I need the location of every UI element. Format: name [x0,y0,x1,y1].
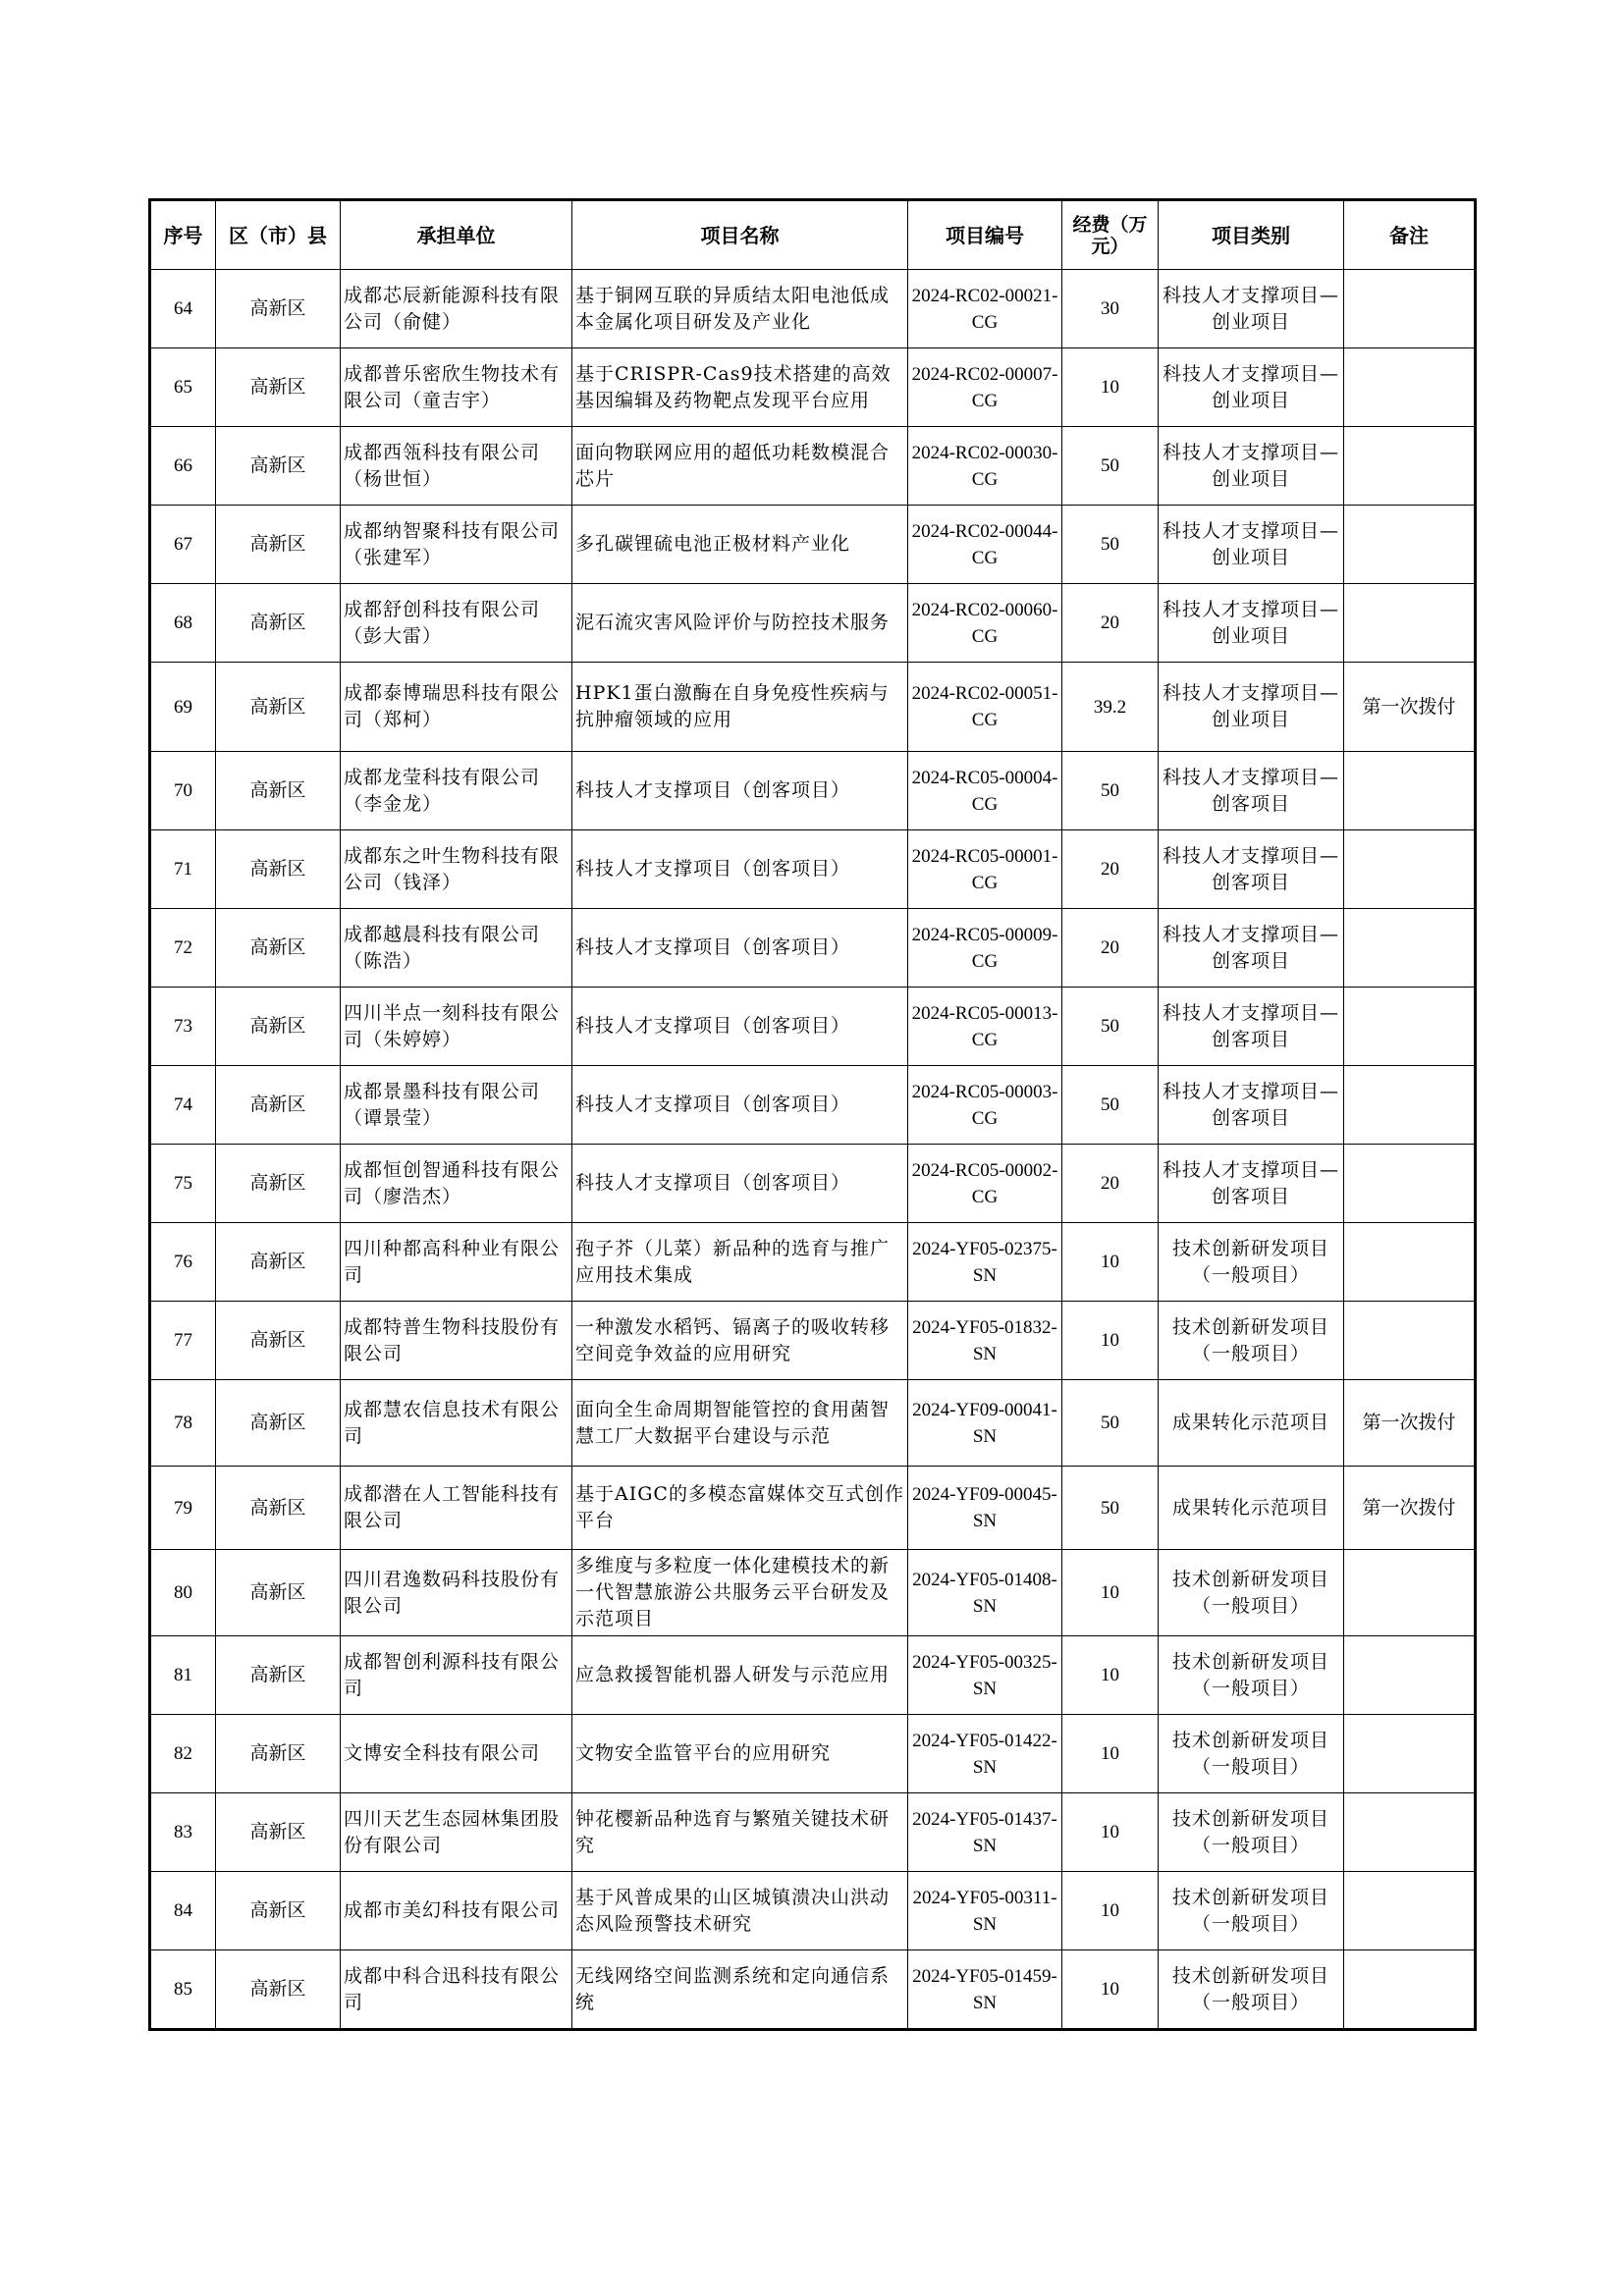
cell-project-name: 泥石流灾害风险评价与防控技术服务 [572,584,908,663]
cell-fund: 30 [1062,270,1159,348]
table-row [150,348,1476,427]
header-code: 项目编号 [908,200,1062,270]
cell-project-name: 无线网络空间监测系统和定向通信系统 [572,1950,908,2030]
cell-seq: 66 [150,427,216,506]
cell-unit: 成都芯辰新能源科技有限公司（俞健） [341,270,572,348]
cell-seq: 64 [150,270,216,348]
cell-remark [1344,270,1476,348]
cell-district: 高新区 [216,1302,341,1380]
table-row [150,1145,1476,1223]
cell-unit: 成都中科合迅科技有限公司 [341,1950,572,2030]
cell-category: 技术创新研发项目（一般项目） [1159,1223,1344,1302]
cell-seq: 83 [150,1793,216,1872]
cell-project-code: 2024-RC05-00001-CG [908,830,1062,909]
cell-seq: 79 [150,1467,216,1550]
cell-remark [1344,1550,1476,1636]
cell-remark [1344,1223,1476,1302]
cell-district: 高新区 [216,663,341,752]
header-name: 项目名称 [572,200,908,270]
cell-seq: 71 [150,830,216,909]
cell-unit: 成都普乐密欣生物技术有限公司（童吉宇） [341,348,572,427]
header-category: 项目类别 [1159,200,1344,270]
cell-seq: 76 [150,1223,216,1302]
cell-district: 高新区 [216,988,341,1066]
cell-fund: 10 [1062,1872,1159,1950]
cell-project-name: 应急救援智能机器人研发与示范应用 [572,1636,908,1715]
table-row [150,1950,1476,2030]
cell-seq: 72 [150,909,216,988]
cell-project-code: 2024-YF05-02375-SN [908,1223,1062,1302]
cell-unit: 成都龙莹科技有限公司（李金龙） [341,752,572,830]
cell-remark [1344,1302,1476,1380]
cell-district: 高新区 [216,1793,341,1872]
cell-seq: 80 [150,1550,216,1636]
cell-project-name: 基于铜网互联的异质结太阳电池低成本金属化项目研发及产业化 [572,270,908,348]
cell-fund: 50 [1062,988,1159,1066]
cell-category: 科技人才支撑项目—创业项目 [1159,584,1344,663]
cell-category: 科技人才支撑项目—创客项目 [1159,988,1344,1066]
cell-project-code: 2024-RC02-00021-CG [908,270,1062,348]
cell-seq: 82 [150,1715,216,1793]
cell-unit: 四川半点一刻科技有限公司（朱婷婷） [341,988,572,1066]
cell-project-name: 多孔碳锂硫电池正极材料产业化 [572,506,908,584]
cell-unit: 成都潜在人工智能科技有限公司 [341,1467,572,1550]
cell-remark [1344,427,1476,506]
cell-remark [1344,988,1476,1066]
cell-district: 高新区 [216,830,341,909]
cell-project-code: 2024-YF05-01422-SN [908,1715,1062,1793]
cell-project-name: 基于AIGC的多模态富媒体交互式创作平台 [572,1467,908,1550]
cell-district: 高新区 [216,1550,341,1636]
cell-remark [1344,1715,1476,1793]
cell-remark: 第一次拨付 [1344,1467,1476,1550]
cell-category: 科技人才支撑项目—创业项目 [1159,427,1344,506]
cell-project-name: 面向全生命周期智能管控的食用菌智慧工厂大数据平台建设与示范 [572,1380,908,1467]
cell-district: 高新区 [216,270,341,348]
cell-unit: 四川种都高科种业有限公司 [341,1223,572,1302]
cell-fund: 50 [1062,427,1159,506]
cell-remark [1344,1145,1476,1223]
cell-unit: 成都景墨科技有限公司（谭景莹） [341,1066,572,1145]
table-row [150,909,1476,988]
cell-project-name: 文物安全监管平台的应用研究 [572,1715,908,1793]
cell-project-code: 2024-YF05-01459-SN [908,1950,1062,2030]
cell-fund: 50 [1062,1380,1159,1467]
cell-fund: 10 [1062,1793,1159,1872]
cell-district: 高新区 [216,584,341,663]
cell-remark: 第一次拨付 [1344,1380,1476,1467]
cell-project-name: 孢子芥（儿菜）新品种的选育与推广应用技术集成 [572,1223,908,1302]
cell-category: 技术创新研发项目（一般项目） [1159,1550,1344,1636]
cell-category: 技术创新研发项目（一般项目） [1159,1950,1344,2030]
cell-fund: 20 [1062,909,1159,988]
cell-project-code: 2024-YF05-00311-SN [908,1872,1062,1950]
cell-project-name: 基于风普成果的山区城镇溃决山洪动态风险预警技术研究 [572,1872,908,1950]
cell-project-code: 2024-YF05-01437-SN [908,1793,1062,1872]
cell-district: 高新区 [216,506,341,584]
cell-seq: 75 [150,1145,216,1223]
cell-remark: 第一次拨付 [1344,663,1476,752]
cell-remark [1344,1636,1476,1715]
cell-unit: 成都泰博瑞思科技有限公司（郑柯） [341,663,572,752]
cell-category: 科技人才支撑项目—创客项目 [1159,752,1344,830]
cell-fund: 20 [1062,584,1159,663]
cell-project-name: 钟花樱新品种选育与繁殖关键技术研究 [572,1793,908,1872]
table-row [150,1467,1476,1550]
cell-seq: 84 [150,1872,216,1950]
cell-seq: 81 [150,1636,216,1715]
table-row [150,506,1476,584]
cell-category: 技术创新研发项目（一般项目） [1159,1715,1344,1793]
cell-category: 科技人才支撑项目—创业项目 [1159,348,1344,427]
table-row [150,427,1476,506]
table-row [150,1066,1476,1145]
cell-fund: 10 [1062,1950,1159,2030]
table-row [150,1872,1476,1950]
cell-unit: 成都西瓴科技有限公司（杨世恒） [341,427,572,506]
table-row [150,1223,1476,1302]
cell-remark [1344,506,1476,584]
cell-remark [1344,584,1476,663]
cell-project-name: 科技人才支撑项目（创客项目） [572,1066,908,1145]
cell-district: 高新区 [216,752,341,830]
cell-seq: 78 [150,1380,216,1467]
cell-project-code: 2024-RC05-00009-CG [908,909,1062,988]
cell-unit: 成都舒创科技有限公司（彭大雷） [341,584,572,663]
table-row [150,752,1476,830]
cell-unit: 成都纳智聚科技有限公司（张建军） [341,506,572,584]
cell-fund: 10 [1062,1636,1159,1715]
cell-project-code: 2024-RC05-00004-CG [908,752,1062,830]
cell-category: 技术创新研发项目（一般项目） [1159,1636,1344,1715]
cell-unit: 成都恒创智通科技有限公司（廖浩杰） [341,1145,572,1223]
cell-district: 高新区 [216,1223,341,1302]
table-body [150,270,1476,2030]
cell-category: 技术创新研发项目（一般项目） [1159,1302,1344,1380]
cell-category: 技术创新研发项目（一般项目） [1159,1793,1344,1872]
cell-project-code: 2024-RC02-00051-CG [908,663,1062,752]
cell-fund: 10 [1062,348,1159,427]
cell-project-name: HPK1蛋白激酶在自身免疫性疾病与抗肿瘤领域的应用 [572,663,908,752]
cell-unit: 文博安全科技有限公司 [341,1715,572,1793]
cell-seq: 68 [150,584,216,663]
cell-remark [1344,909,1476,988]
cell-unit: 成都东之叶生物科技有限公司（钱泽） [341,830,572,909]
header-remark: 备注 [1344,200,1476,270]
table-row [150,270,1476,348]
table-row [150,1715,1476,1793]
cell-fund: 10 [1062,1715,1159,1793]
header-fund: 经费（万元） [1062,200,1159,270]
cell-project-code: 2024-RC02-00044-CG [908,506,1062,584]
funding-table [148,198,1477,2031]
header-district: 区（市）县 [216,200,341,270]
header-unit: 承担单位 [341,200,572,270]
cell-project-name: 面向物联网应用的超低功耗数模混合芯片 [572,427,908,506]
cell-district: 高新区 [216,427,341,506]
cell-category: 技术创新研发项目（一般项目） [1159,1872,1344,1950]
cell-project-name: 科技人才支撑项目（创客项目） [572,909,908,988]
cell-fund: 10 [1062,1223,1159,1302]
cell-district: 高新区 [216,1145,341,1223]
cell-project-name: 科技人才支撑项目（创客项目） [572,1145,908,1223]
cell-project-name: 多维度与多粒度一体化建模技术的新一代智慧旅游公共服务云平台研发及示范项目 [572,1550,908,1636]
table-row [150,988,1476,1066]
cell-unit: 四川君逸数码科技股份有限公司 [341,1550,572,1636]
cell-fund: 50 [1062,752,1159,830]
cell-district: 高新区 [216,1950,341,2030]
cell-project-code: 2024-RC05-00013-CG [908,988,1062,1066]
cell-district: 高新区 [216,1467,341,1550]
table-row [150,1636,1476,1715]
header-seq: 序号 [150,200,216,270]
cell-seq: 77 [150,1302,216,1380]
cell-category: 科技人才支撑项目—创业项目 [1159,663,1344,752]
cell-fund: 50 [1062,506,1159,584]
cell-fund: 50 [1062,1066,1159,1145]
cell-district: 高新区 [216,1715,341,1793]
cell-fund: 10 [1062,1550,1159,1636]
table-row [150,584,1476,663]
table-row [150,1380,1476,1467]
cell-seq: 67 [150,506,216,584]
table-row [150,1550,1476,1636]
cell-remark [1344,1066,1476,1145]
cell-seq: 73 [150,988,216,1066]
table-row [150,1302,1476,1380]
cell-unit: 成都市美幻科技有限公司 [341,1872,572,1950]
cell-unit: 成都特普生物科技股份有限公司 [341,1302,572,1380]
cell-remark [1344,1872,1476,1950]
cell-project-name: 科技人才支撑项目（创客项目） [572,752,908,830]
cell-category: 科技人才支撑项目—创客项目 [1159,830,1344,909]
cell-project-name: 基于CRISPR-Cas9技术搭建的高效基因编辑及药物靶点发现平台应用 [572,348,908,427]
table-header-row [150,200,1476,270]
cell-category: 科技人才支撑项目—创客项目 [1159,1066,1344,1145]
cell-remark [1344,830,1476,909]
cell-district: 高新区 [216,1636,341,1715]
cell-category: 科技人才支撑项目—创客项目 [1159,1145,1344,1223]
cell-seq: 69 [150,663,216,752]
cell-unit: 成都慧农信息技术有限公司 [341,1380,572,1467]
cell-remark [1344,1950,1476,2030]
cell-remark [1344,752,1476,830]
cell-seq: 65 [150,348,216,427]
cell-project-name: 科技人才支撑项目（创客项目） [572,830,908,909]
cell-remark [1344,1793,1476,1872]
cell-project-code: 2024-RC02-00007-CG [908,348,1062,427]
cell-category: 成果转化示范项目 [1159,1467,1344,1550]
cell-project-name: 一种激发水稻钙、镉离子的吸收转移空间竞争效益的应用研究 [572,1302,908,1380]
cell-project-code: 2024-RC02-00060-CG [908,584,1062,663]
cell-category: 科技人才支撑项目—创客项目 [1159,909,1344,988]
cell-project-code: 2024-RC02-00030-CG [908,427,1062,506]
cell-project-code: 2024-YF09-00045-SN [908,1467,1062,1550]
cell-project-code: 2024-RC05-00002-CG [908,1145,1062,1223]
cell-unit: 成都越晨科技有限公司（陈浩） [341,909,572,988]
cell-unit: 成都智创利源科技有限公司 [341,1636,572,1715]
cell-unit: 四川天艺生态园林集团股份有限公司 [341,1793,572,1872]
cell-remark [1344,348,1476,427]
cell-fund: 20 [1062,830,1159,909]
cell-seq: 74 [150,1066,216,1145]
cell-fund: 20 [1062,1145,1159,1223]
cell-project-code: 2024-YF05-00325-SN [908,1636,1062,1715]
cell-project-code: 2024-YF05-01408-SN [908,1550,1062,1636]
cell-project-code: 2024-RC05-00003-CG [908,1066,1062,1145]
cell-district: 高新区 [216,909,341,988]
table-row [150,663,1476,752]
cell-district: 高新区 [216,1380,341,1467]
cell-fund: 50 [1062,1467,1159,1550]
cell-category: 科技人才支撑项目—创业项目 [1159,506,1344,584]
cell-district: 高新区 [216,348,341,427]
cell-category: 成果转化示范项目 [1159,1380,1344,1467]
cell-project-code: 2024-YF09-00041-SN [908,1380,1062,1467]
cell-seq: 85 [150,1950,216,2030]
table-row [150,1793,1476,1872]
cell-seq: 70 [150,752,216,830]
cell-project-name: 科技人才支撑项目（创客项目） [572,988,908,1066]
cell-fund: 10 [1062,1302,1159,1380]
cell-fund: 39.2 [1062,663,1159,752]
cell-district: 高新区 [216,1066,341,1145]
cell-district: 高新区 [216,1872,341,1950]
table-row [150,830,1476,909]
cell-project-code: 2024-YF05-01832-SN [908,1302,1062,1380]
cell-category: 科技人才支撑项目—创业项目 [1159,270,1344,348]
